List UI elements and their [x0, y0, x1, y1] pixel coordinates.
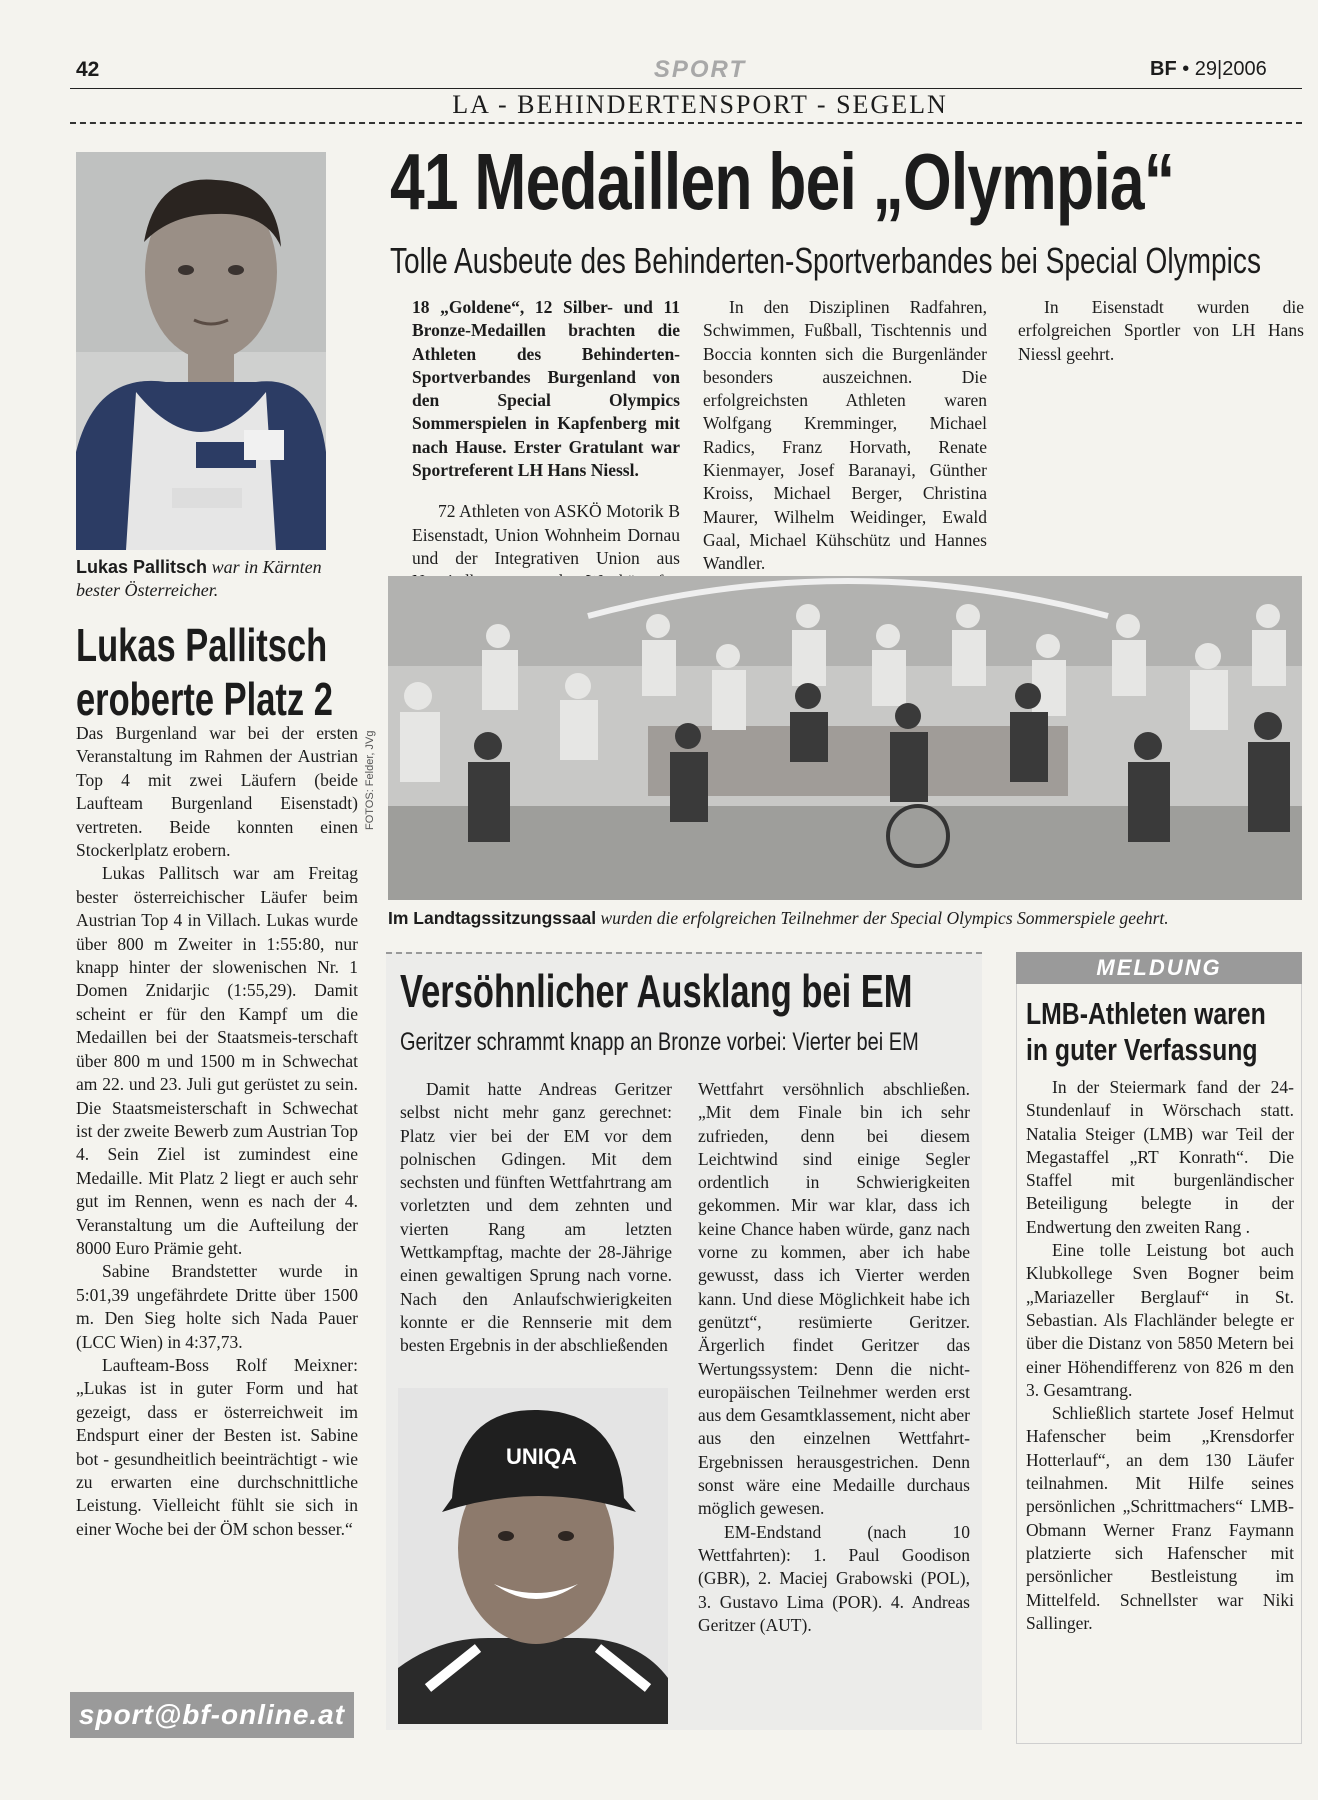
page-number: 42 [76, 58, 100, 81]
photo-credit: FOTOS: Felder, JVg [364, 730, 376, 830]
pallitsch-headline [76, 618, 333, 726]
caption-location: Im Landtagssitzungssaal [388, 908, 597, 928]
main-article-column-3 [1018, 296, 1304, 366]
pallitsch-paragraph: Lukas Pallitsch war am Freitag bester österreichischer Läufer beim Austrian Top 4 in Villach. Lukas wurde über 800 m Zweiter in 1:55:80, nur knapp hinter der slowenischen Nr. 1 Domen Znidarjic (1:55,29). Damit scheint er für den Kampf um die Medaillen bei der Staatsmeis-terschaft über 800 m und 1500 m in Schwechat am 22. und 23. Juli gut gerüstet zu sein. Die Staatsmeisterschaft in Schwechat ist der zweite Bewerb zum Austrian Top 4. Sein Ziel ist zumindest eine Medaille. Mit Platz 2 liegt er auch sehr gut im Rennen, wenn es nach der 4. Veranstaltung um die Aufteilung der 8000 Euro Prämie geht. [76, 863, 358, 1258]
main-subheadline: Tolle Ausbeute des Behinderten-Sportverbandes bei Special Olympics [390, 240, 1261, 281]
header-rule [70, 88, 1302, 89]
meldung-headline [1026, 996, 1266, 1068]
group-photo [388, 576, 1302, 900]
pallitsch-headline-line2: eroberte Platz 2 [76, 673, 333, 725]
group-photo-caption [388, 908, 1169, 929]
main-article-column-2 [703, 296, 987, 576]
section-title: SPORT [653, 56, 747, 83]
em-paragraph-continued: Wettfahrt versöhnlich abschließen. „Mit dem Finale bin ich sehr zufrieden, denn bei diesem Leichtwind sind einige Segler ordentlich in Schwierigkeiten gekommen. Mir war klar, dass ich keine Chance haben würde, ganz nach vorne zu kommen, aber ich habe gewusst, dass ich Vierter werden kann. Und diese Möglichkeit habe ich genützt“, resümierte Geritzer. Ärgerlich findet Geritzer das Wertungssystem: Denn die nicht-europäischen Teilnehmer werden erst aus dem Gesamtklassement, nicht aber aus den einzelnen Wettfahrt-Ergebnissen herausgestrichen. Denn sonst wäre eine Medaille durchaus möglich gewesen. [698, 1079, 970, 1519]
meldung-paragraph: Eine tolle Leistung bot auch Klubkollege Sven Bogner beim „Mariazeller Berglauf“ in St. Sebastian. Als Flachländer belegte er über die Distanz von 5850 Metern bei einer Höhendifferenz von 826 m den 3. Gesamtrang. [1026, 1240, 1294, 1400]
meldung-paragraph: In der Steiermark fand der 24-Stundenlauf in Wörschach statt. Natalia Steiger (LMB) war Teil der Megastaffel „RT Konrath“. Die Staffel mit burgenländischer Beteiligung belegte in der Endwertung den zweiten Rang . [1026, 1077, 1294, 1237]
pallitsch-paragraph: Das Burgenland war bei der ersten Veranstaltung im Rahmen der Austrian Top 4 mit zwei Läufern (beide Laufteam Burgenland Eisenstadt) vertreten. Beide konnten einen Stockerlplatz erobern. [76, 723, 358, 861]
issue-info [1150, 58, 1267, 81]
publication-name: BF [1150, 58, 1177, 80]
em-paragraph: Damit hatte Andreas Geritzer selbst nicht mehr ganz gerechnet: Platz vier bei der EM vor dem polnischen Gdingen. Mit dem sechsten und fünften Wettfahrtrang am vorletzten und dem zehnten und vierten Rang am letzten Wettkampftag, machte der 28-Jährige einen gewaltigen Sprung nach vorne. Nach den Anlaufschwierigkeiten konnte er die Rennserie mit dem besten Ergebnis in der abschließenden [400, 1079, 672, 1356]
subsection-title: LA - BEHINDERTENSPORT - SEGELN [452, 90, 948, 119]
header-dashed-rule [70, 122, 1302, 124]
caption-name: Lukas Pallitsch [76, 557, 208, 577]
meldung-body [1026, 1076, 1294, 1635]
meldung-headline-line1: LMB-Athleten waren [1026, 996, 1266, 1031]
email-link[interactable]: sport@bf-online.at [70, 1692, 354, 1738]
main-paragraph: In den Disziplinen Radfahren, Schwimmen, Fußball, Tischtennis und Boccia konnten sich die Burgenländer besonders auszeichnen. Die erfolgreichsten Athleten waren Wolfgang Kremminger, Michael Radics, Franz Horvath, Renate Kienmayer, Josef Baranayi, Günther Kroiss, Michael Berger, Christina Maurer, Wilhelm Weidinger, Ewald Gaal, Michael Kühschütz und Hannes Wandler. [703, 297, 987, 574]
main-lead: 18 „Goldene“, 12 Silber- und 11 Bronze-Medaillen brachten die Athleten des Behinderten-Sportverbandes Burgenland von den Special Olympics Sommerspielen in Kapfenberg mit nach Hause. Erster Gratulant war Sportreferent LH Hans Niessl. [412, 297, 680, 481]
caption-text: wurden die erfolgreichen Teilnehmer der Special Olympics Sommerspiele geehrt. [596, 908, 1169, 928]
issue-number: • 29|2006 [1182, 58, 1267, 80]
geritzer-photo [398, 1388, 668, 1724]
em-headline: Versöhnlicher Ausklang bei EM [400, 965, 913, 1017]
meldung-headline-line2: in guter Verfassung [1026, 1032, 1258, 1067]
em-paragraph-2: EM-Endstand (nach 10 Wettfahrten): 1. Paul Goodison (GBR), 2. Maciej Grabowski (POL), 3. Gustavo Lima (POR). 4. Andreas Geritzer (AUT). [698, 1521, 970, 1635]
meldung-paragraph: Schließlich startete Josef Helmut Hafenscher beim „Krensdorfer Hotterlauf“, an dem 130 Läufer teilnahmen. Mit Hilfe seines persönlichen „Schrittmachers“ LMB-Obmann Werner Franz Faymann platzierte sich Hafenscher mit persönlicher Bestleistung im Mittelfeld. Schnellster war Niki Sallinger. [1026, 1403, 1294, 1633]
pallitsch-body [76, 722, 358, 1541]
cap-logo-text: UNIQA [506, 1444, 577, 1469]
em-article-column-1 [400, 1078, 672, 1376]
pallitsch-paragraph: Laufteam-Boss Rolf Meixner: „Lukas ist in guter Form und hat gezeigt, dass er österreichweit im Endspurt einer der Besten ist. Sabine bot - gesundheitlich beeinträchtigt - wie zu erwarten eine durchschnittliche Leistung. Vielleicht fühlt sie sich in einer Woche bei der ÖM schon besser.“ [76, 1354, 358, 1539]
pallitsch-paragraph: Sabine Brandstetter wurde in 5:01,39 ungefährdete Dritte über 1500 m. Den Sieg holte sich Nada Pauer (LCC Wien) in 4:37,73. [76, 1261, 358, 1352]
main-paragraph: In Eisenstadt wurden die erfolgreichen Sportler von LH Hans Niessl geehrt. [1018, 297, 1304, 364]
pallitsch-photo [76, 152, 326, 550]
caption-text: war in Kärnten bester Österreicher. [76, 557, 322, 600]
em-subheadline: Geritzer schrammt knapp an Bronze vorbei: Vierter bei EM [400, 1028, 919, 1056]
main-headline: 41 Medaillen bei „Olympia“ [390, 137, 1175, 226]
pallitsch-headline-line1: Lukas Pallitsch [76, 619, 328, 671]
main-paragraph: 72 Athleten von ASKÖ Motorik B Eisenstadt, Union Wohnheim Dornau und der Integrativen Union aus [412, 501, 680, 568]
pallitsch-photo-caption [76, 556, 356, 602]
meldung-label: MELDUNG [1016, 952, 1302, 984]
em-article-column-2 [698, 1078, 970, 1637]
